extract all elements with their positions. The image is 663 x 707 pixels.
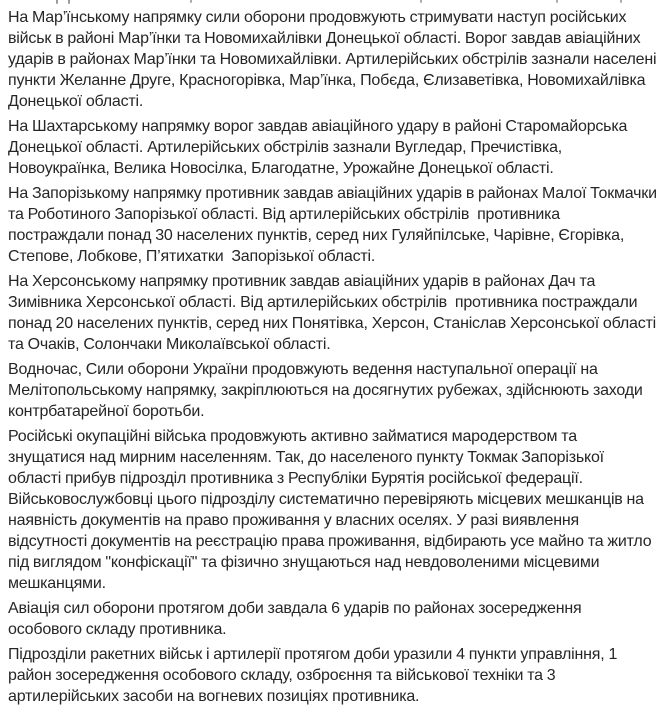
text-fragment bbox=[56, 0, 58, 4]
paragraph-occupiers-looting: Російські окупаційні війська продовжують активно займатися мародерством та знущатися над мирним населенням. Так, до населеного пункту Токмак Запорізької області прибув підрозділ противника з Республіки Бурятія російської федерації. Військовослужбовці цього підрозділу систематично перевіряють місцевих мешканців на наявність документів на право проживання у власних оселях. У разі виявлення відсутності документів на реєстрацію права проживання, відбирають усе майно та житло під виглядом "конфіскації" та фізично знущаються над невдоволеними місцевими мешканцями. bbox=[8, 428, 656, 592]
paragraph-kherson-direction: На Херсонському напрямку противник завдав авіаційних ударів в районах Дач та Зимівника Херсонської області. Від артилерійських обстрілів противника постраждали понад 20 населених пунктів, серед них Понятівка, Херсон, Станіслав Херсонської області та Очаків, Солончаки Миколаївської області. bbox=[8, 273, 660, 353]
text-fragment bbox=[556, 0, 558, 3]
paragraph-maryinka-direction: На Мар’їнському напрямку сили оборони продовжують стримувати наступ російських військ в районі Мар’їнки та Новомихайлівки Донецької області. Ворог завдав авіаційних ударів в районах Мар’їнки та Новомихайлівки. Артилерійських обстрілів зазнали населені пункти Желанне Друге, Красногорівка, Мар’їнка, Побєда, Єлизаветівка, Новомихайлівка Донецької області. bbox=[8, 9, 661, 110]
paragraph-melitopol-offensive: Водночас, Сили оборони України продовжують ведення наступальної операції на Мелітопольському напрямку, закріплюються на досягнутих рубежах, здійснюють заходи контрбатарейної боротьби. bbox=[8, 361, 647, 420]
clipped-previous-line bbox=[0, 0, 663, 5]
paragraph-zaporizhzhia-direction: На Запорізькому напрямку противник завдав авіаційних ударів в районах Малої Токмачки та Роботиного Запорізької області. Від артилерійських обстрілів противника постраждали понад 30 населених пунктів, серед них Гуляйпілське, Чарівне, Єгорівка, Степове, Лобкове, П’ятихатки Запорізької області. bbox=[8, 185, 661, 265]
text-fragment bbox=[420, 0, 422, 3]
paragraph-missile-artillery: Підрозділи ракетних військ і артилерії протягом доби уразили 4 пункти управління, 1 район зосередження особового складу, озброєння та військової техніки та 3 артилерійських засоби на вогневих позиціях противника. bbox=[8, 646, 622, 705]
paragraph-shakhtarske-direction: На Шахтарському напрямку ворог завдав авіаційного удару в районі Старомайорська Донецької області. Артилерійських обстрілів зазнали Вугледар, Пречистівка, Новоукраїнка, Велика Новосілка, Благодатне, Урожайне Донецької області. bbox=[8, 118, 632, 177]
text-fragment bbox=[68, 0, 70, 4]
text-fragment bbox=[620, 0, 622, 3]
paragraph-aviation-strikes: Авіація сил оборони протягом доби завдала 6 ударів по районах зосередження особового складу противника. bbox=[8, 600, 586, 638]
text-fragment bbox=[190, 0, 192, 3]
